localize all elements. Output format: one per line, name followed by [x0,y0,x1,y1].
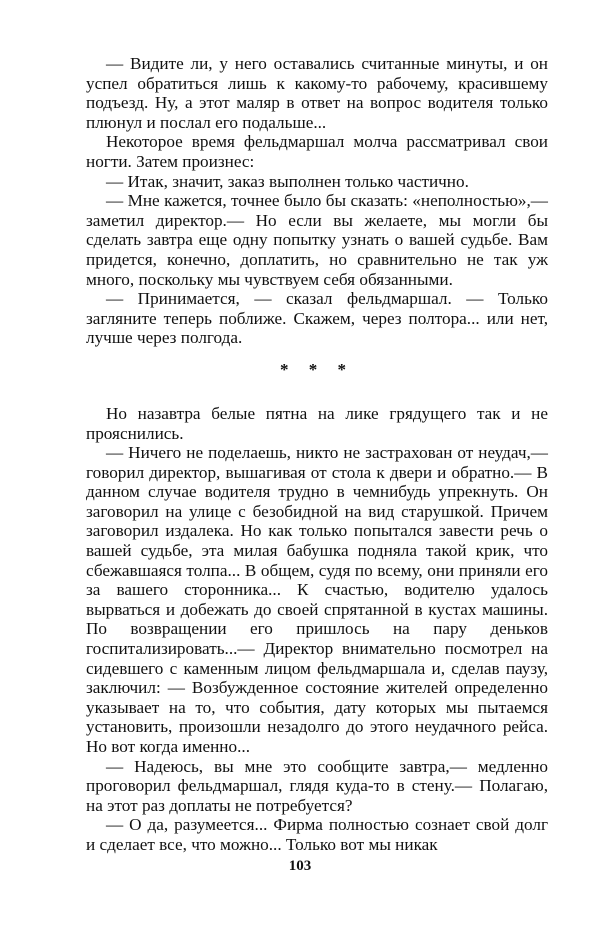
paragraph: — Мне кажется, точнее было бы сказать: «неполностью»,— заметил директор.— Но если вы желаете, мы могли бы сделать завтра еще одну попытку узнать о вашей судьбе. Вам придется, конечно, доплатить, но сравнительно не так уж много, поскольку мы чувствуем себя обязанными. [86,191,548,289]
section-break: * * * [280,359,354,379]
page-text-column [86,54,548,855]
paragraph: — Принимается, — сказал фельдмаршал. — Только загляните теперь поближе. Скажем, через полтора... или нет, лучше через полгода. [86,289,548,348]
page-number: 103 [288,858,312,874]
text-block-before-break [86,54,548,348]
paragraph: Некоторое время фельдмаршал молча рассматривал свои ногти. Затем произнес: [86,132,548,171]
paragraph: — О да, разумеется... Фирма полностью сознает свой долг и сделает все, что можно... Только вот мы никак [86,815,548,854]
paragraph: — Итак, значит, заказ выполнен только частично. [106,171,469,191]
paragraph: Но назавтра белые пятна на лике грядущего так и не прояснились. [86,403,548,443]
paragraph: — Надеюсь, вы мне это сообщите завтра,— медленно проговорил фельдмаршал, глядя куда-то в стену.— Полагаю, на этот раз доплаты не потребуется? [86,756,548,815]
text-block-after-break [86,404,548,855]
paragraph: — Ничего не поделаешь, никто не застрахован от неудач,— говорил директор, вышагивая от стола к двери и обратно.— В данном случае водителя трудно в чемнибудь упрекнуть. Он заговорил на улице с безобидной на вид старушкой. Причем заговорил издалека. Но как только попытался завести речь о вашей судьбе, эта милая бабушка подняла такой крик, что сбежавшаяся толпа... В общем, судя по всему, они приняли его за вашего сторонника... К счастью, водителю удалось вырваться и добежать до своей спрятанной в кустах машины. По возвращении его пришлось на пару деньков госпитализировать...— Директор внимательно посмотрел на сидевшего с каменным лицом фельдмаршала и, сделав паузу, заключил: — Возбужденное состояние жителей определенно указывает на то, что события, дату которых мы пытаемся установить, произошли незадолго до этого неудачного рейса. Но вот когда именно... [86,443,548,756]
paragraph: — Видите ли, у него оставались считанные минуты, и он успел обратиться лишь к какому-то рабочему, красившему подъезд. Ну, а этот маляр в ответ на вопрос водителя только плюнул и послал его подальше... [86,54,548,132]
